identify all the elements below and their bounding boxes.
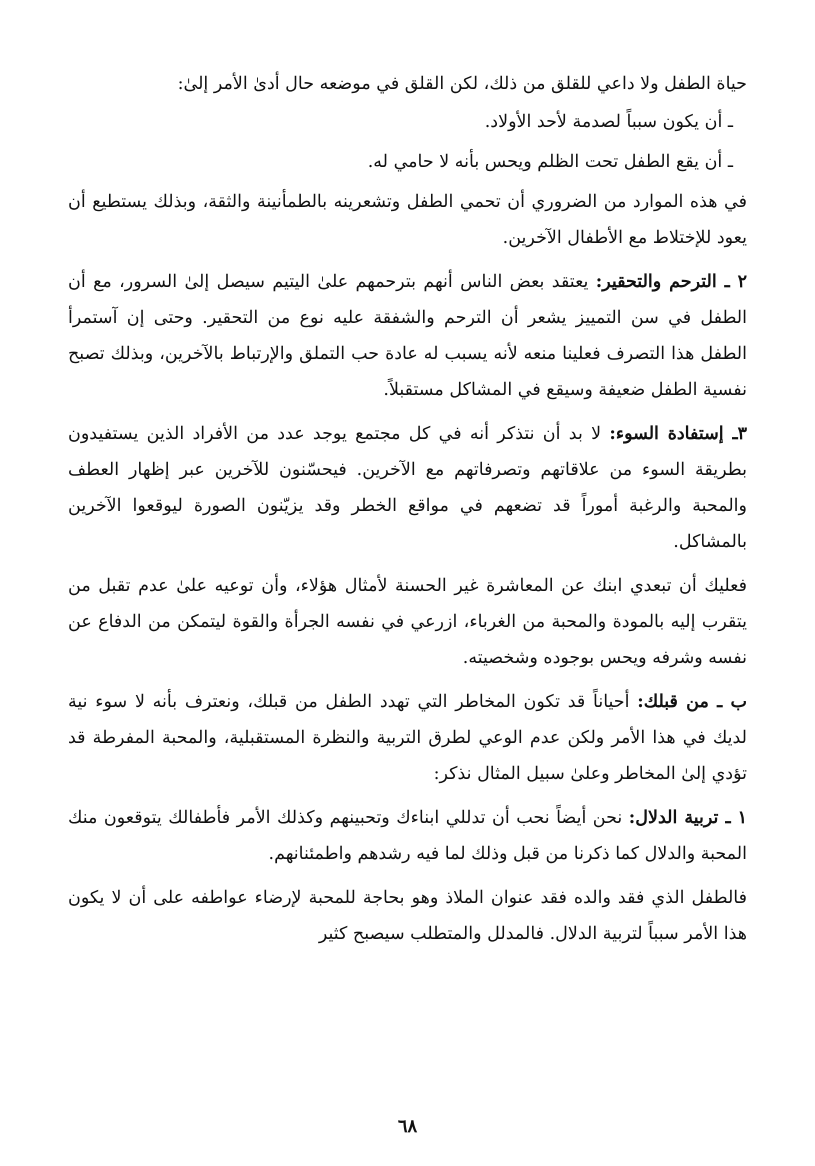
section-text: نحن أيضاً نحب أن تدللي ابناءك وتحبينهم وكذلك الأمر فأطفالك يتوقعون منك المحبة والدلال كما ذكرنا من قبل وذلك لما فيه رشدهم واطمئنانهم. bbox=[68, 808, 747, 864]
intro-line: حياة الطفل ولا داعي للقلق من ذلك، لكن القلق في موضعه حال أدىٰ الأمر إلىٰ: bbox=[177, 74, 747, 94]
paragraph-protect: في هذه الموارد من الضروري أن تحمي الطفل وتشعرينه بالطمأنينة والثقة، وبذلك يستطيع أن يعود للإختلاط مع الأطفال الآخرين. bbox=[68, 192, 747, 248]
bullet-item: ـ أن يقع الطفل تحت الظلم ويحس بأنه لا حامي له. bbox=[367, 152, 733, 172]
paragraph-last: فالطفل الذي فقد والده فقد عنوان الملاذ وهو بحاجة للمحبة لإرضاء عواطفه على أن لا يكون هذا الأمر سبباً لتربية الدلال. فالمدلل والمتطلب سيصبح كثير bbox=[68, 888, 747, 944]
section-heading: ٣ـ إستفادة السوء: bbox=[609, 424, 747, 444]
section-text: أحياناً قد تكون المخاطر التي تهدد الطفل من قبلك، ونعترف بأنه لا سوء نية لديك في هذا الأمر ولكن عدم الوعي لطرق التربية والنظرة المستقبلية، والمحبة المفرطة قد تؤدي إلىٰ المخاطر وعلىٰ سبيل المثال نذكر: bbox=[68, 692, 747, 784]
page-number: ٦٨ bbox=[397, 1116, 418, 1137]
section-heading: ١ ـ تربية الدلال: bbox=[628, 808, 748, 828]
section-spoiling bbox=[68, 800, 747, 872]
section-text: لا بد أن نتذكر أنه في كل مجتمع يوجد عدد من الأفراد الذين يستفيدون بطريقة السوء من علاقاتهم وتصرفاتهم مع الآخرين. فيحسّنون للآخرين عبر إظهار العطف والمحبة والرغبة أموراً قد تضعهم في مواقع الخطر وقد يزيّنون الصورة ليوقعوا الآخرين بالمشاكل. bbox=[68, 424, 747, 552]
page-body bbox=[68, 66, 747, 960]
section-heading: ب ـ من قبلك: bbox=[637, 692, 747, 712]
paragraph-warning: فعليك أن تبعدي ابنك عن المعاشرة غير الحسنة لأمثال هؤلاء، وأن توعيه علىٰ عدم تقبل من يتقرب إليه بالمودة والمحبة من الغرباء، ازرعي في نفسه الجرأة والقوة ليتمكن من الدفاع عن نفسه وشرفه ويحس بوجوده وشخصيته. bbox=[68, 576, 747, 668]
section-heading: ٢ ـ الترحم والتحقير: bbox=[595, 272, 747, 292]
section-from-you bbox=[68, 684, 747, 792]
section-misuse bbox=[68, 416, 747, 560]
section-text: يعتقد بعض الناس أنهم بترحمهم علىٰ اليتيم سيصل إلىٰ السرور، مع أن الطفل في سن التمييز يشعر أن الترحم والشفقة عليه نوع من التحقير. وحتى إن آستمرأ الطفل هذا التصرف فعلينا منعه لأنه يسبب له عادة حب التملق والإرتباط بالآخرين، وبذلك تصبح نفسية الطفل ضعيفة وسيقع في المشاكل مستقبلاً. bbox=[68, 272, 747, 400]
section-pity-contempt bbox=[68, 264, 747, 408]
bullet-item: ـ أن يكون سبباً لصدمة لأحد الأولاد. bbox=[484, 112, 733, 132]
